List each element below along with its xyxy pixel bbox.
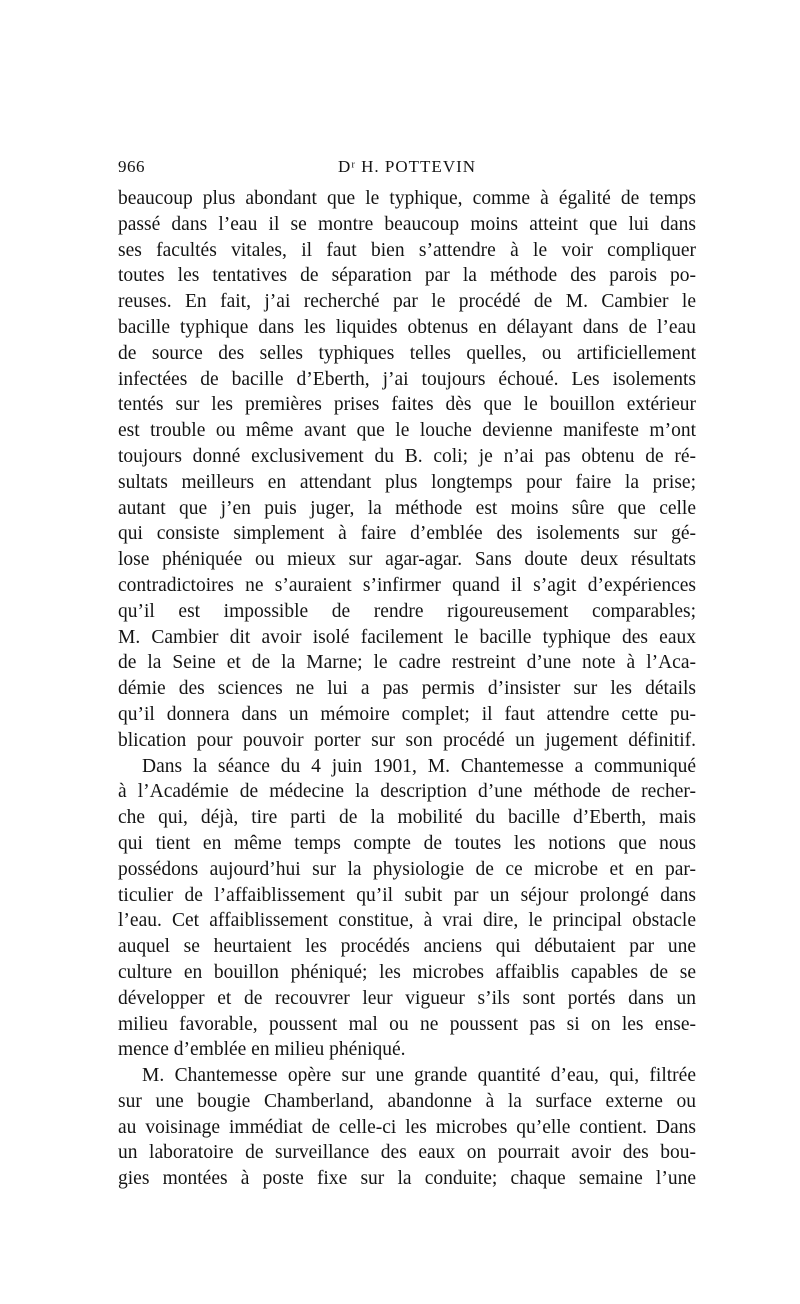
text-line: est trouble ou même avant que le louche devienne manifeste m’ont xyxy=(118,420,696,442)
text-line: M. Cambier dit avoir isolé facilement le bacille typhique des eaux xyxy=(118,626,696,648)
paragraph-1 xyxy=(118,186,696,754)
text-line: de la Seine et de la Marne; le cadre restreint d’une note à l’Aca- xyxy=(118,652,696,674)
text-line: mence d’emblée en milieu phéniqué. xyxy=(118,1039,406,1061)
text-line: autant que j’en puis juger, la méthode est moins sûre que celle xyxy=(118,497,696,519)
text-line: de source des selles typhiques telles quelles, ou artificiellement xyxy=(118,342,696,364)
paragraph-2 xyxy=(118,754,696,1064)
text-line: qui consiste simplement à faire d’emblée des isolements sur gé- xyxy=(118,523,696,545)
page-header xyxy=(118,157,696,185)
text-line: l’eau. Cet affaiblissement constitue, à vrai dire, le principal obstacle xyxy=(118,910,696,932)
text-line: qu’il donnera dans un mémoire complet; il faut attendre cette pu- xyxy=(118,703,696,725)
text-line: au voisinage immédiat de celle-ci les microbes qu’elle contient. Dans xyxy=(118,1116,696,1138)
text-line: bacille typhique dans les liquides obtenus en délayant dans de l’eau xyxy=(118,316,696,338)
text-line: développer et de recouvrer leur vigueur s’ils sont portés dans un xyxy=(118,987,696,1009)
text-line: beaucoup plus abondant que le typhique, comme à égalité de temps xyxy=(118,188,696,209)
text-line: blication pour pouvoir porter sur son procédé un jugement définitif. xyxy=(118,729,696,751)
text-line: toutes les tentatives de séparation par la méthode des parois po- xyxy=(118,265,696,287)
text-line: Dans la séance du 4 juin 1901, M. Chantemesse a communiqué xyxy=(142,755,696,777)
text-line: tentés sur les premières prises faites dès que le bouillon extérieur xyxy=(118,394,696,416)
text-line: M. Chantemesse opère sur une grande quantité d’eau, qui, filtrée xyxy=(142,1065,696,1087)
text-line: sultats meilleurs en attendant plus longtemps pour faire la prise; xyxy=(118,471,696,493)
text-line: che qui, déjà, tire parti de la mobilité du bacille d’Eberth, mais xyxy=(118,807,696,829)
paragraph-3 xyxy=(118,1063,696,1192)
text-line: reuses. En fait, j’ai recherché par le procédé de M. Cambier le xyxy=(118,291,696,313)
text-line: passé dans l’eau il se montre beaucoup moins atteint que lui dans xyxy=(118,213,696,235)
text-line: auquel se heurtaient les procédés anciens qui débutaient par une xyxy=(118,936,696,958)
text-line: culture en bouillon phéniqué; les microbes affaiblis capables de se xyxy=(118,961,696,983)
text-line: sur une bougie Chamberland, abandonne à la surface externe ou xyxy=(118,1090,696,1112)
running-title: Dʳ H. POTTEVIN xyxy=(337,157,477,176)
text-line: démie des sciences ne lui a pas permis d’insister sur les détails xyxy=(118,678,696,700)
text-line: contradictoires ne s’auraient s’infirmer quand il s’agit d’expériences xyxy=(118,574,696,596)
body-text xyxy=(118,186,696,1192)
text-line: un laboratoire de surveillance des eaux on pourrait avoir des bou- xyxy=(118,1142,696,1164)
text-line: infectées de bacille d’Eberth, j’ai toujours échoué. Les isolements xyxy=(118,368,696,390)
text-line: toujours donné exclusivement du B. coli; je n’ai pas obtenu de ré- xyxy=(118,445,696,467)
text-line: ses facultés vitales, il faut bien s’attendre à le voir compliquer xyxy=(118,239,696,261)
text-line: ticulier de l’affaiblissement qu’il subit par un séjour prolongé dans xyxy=(118,884,696,906)
text-line: gies montées à poste fixe sur la conduite; chaque semaine l’une xyxy=(118,1168,696,1190)
text-line: lose phéniquée ou mieux sur agar-agar. Sans doute deux résultats xyxy=(118,549,696,571)
text-line: qu’il est impossible de rendre rigoureusement comparables; xyxy=(118,600,696,622)
page-number: 966 xyxy=(118,157,145,176)
text-line: à l’Académie de médecine la description d’une méthode de recher- xyxy=(118,781,696,803)
text-line: milieu favorable, poussent mal ou ne poussent pas si on les ense- xyxy=(118,1013,696,1035)
text-line: qui tient en même temps compte de toutes les notions que nous xyxy=(118,832,696,854)
text-line: possédons aujourd’hui sur la physiologie de ce microbe et en par- xyxy=(118,858,696,880)
